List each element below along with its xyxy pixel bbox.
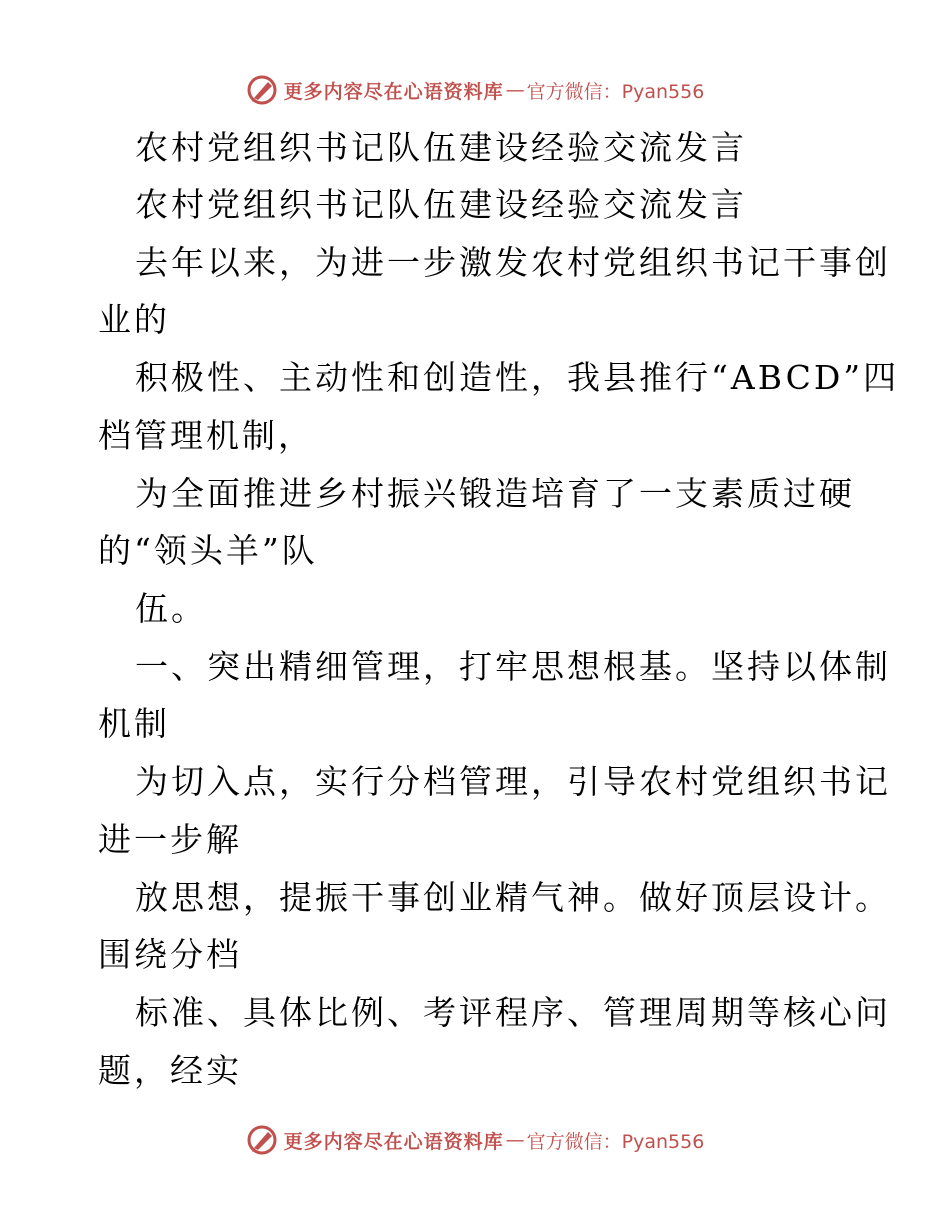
doc-line: 档管理机制，: [98, 416, 314, 455]
watermark-text: 更多内容尽在心语资料库: [283, 1130, 504, 1153]
doc-line: 农村党组织书记队伍建设经验交流发言: [135, 185, 747, 224]
doc-line: 的“领头羊”队: [98, 531, 318, 570]
watermark-dash: —: [505, 79, 525, 101]
watermark-official: 官方微信：Pyan556: [526, 1130, 705, 1153]
header-watermark: [0, 70, 950, 110]
watermark-official: 官方微信：Pyan556: [526, 80, 705, 103]
pen-logo-icon: [246, 74, 278, 106]
footer-watermark: [0, 1120, 950, 1160]
doc-line: 题，经实: [98, 1051, 242, 1090]
pen-logo-icon: [246, 1124, 278, 1156]
doc-line: 围绕分档: [98, 935, 242, 974]
doc-line: 放思想，提振干事创业精气神。做好顶层设计。: [135, 878, 891, 917]
doc-line: 一、突出精细管理，打牢思想根基。坚持以体制: [135, 647, 891, 686]
watermark-dash: —: [505, 1129, 525, 1151]
doc-line: 伍。: [135, 589, 207, 628]
doc-line: 积极性、主动性和创造性，我县推行“ABCD”四: [135, 358, 900, 397]
doc-line: 机制: [98, 704, 170, 743]
doc-line: 进一步解: [98, 820, 242, 859]
doc-line: 去年以来，为进一步激发农村党组织书记干事创: [135, 243, 891, 282]
doc-line: 为切入点，实行分档管理，引导农村党组织书记: [135, 762, 891, 801]
doc-line: 为全面推进乡村振兴锻造培育了一支素质过硬: [135, 474, 855, 513]
doc-title: 农村党组织书记队伍建设经验交流发言: [135, 128, 747, 167]
doc-line: 业的: [98, 300, 170, 339]
watermark-text: 更多内容尽在心语资料库: [283, 80, 504, 103]
doc-line: 标准、具体比例、考评程序、管理周期等核心问: [135, 993, 891, 1032]
